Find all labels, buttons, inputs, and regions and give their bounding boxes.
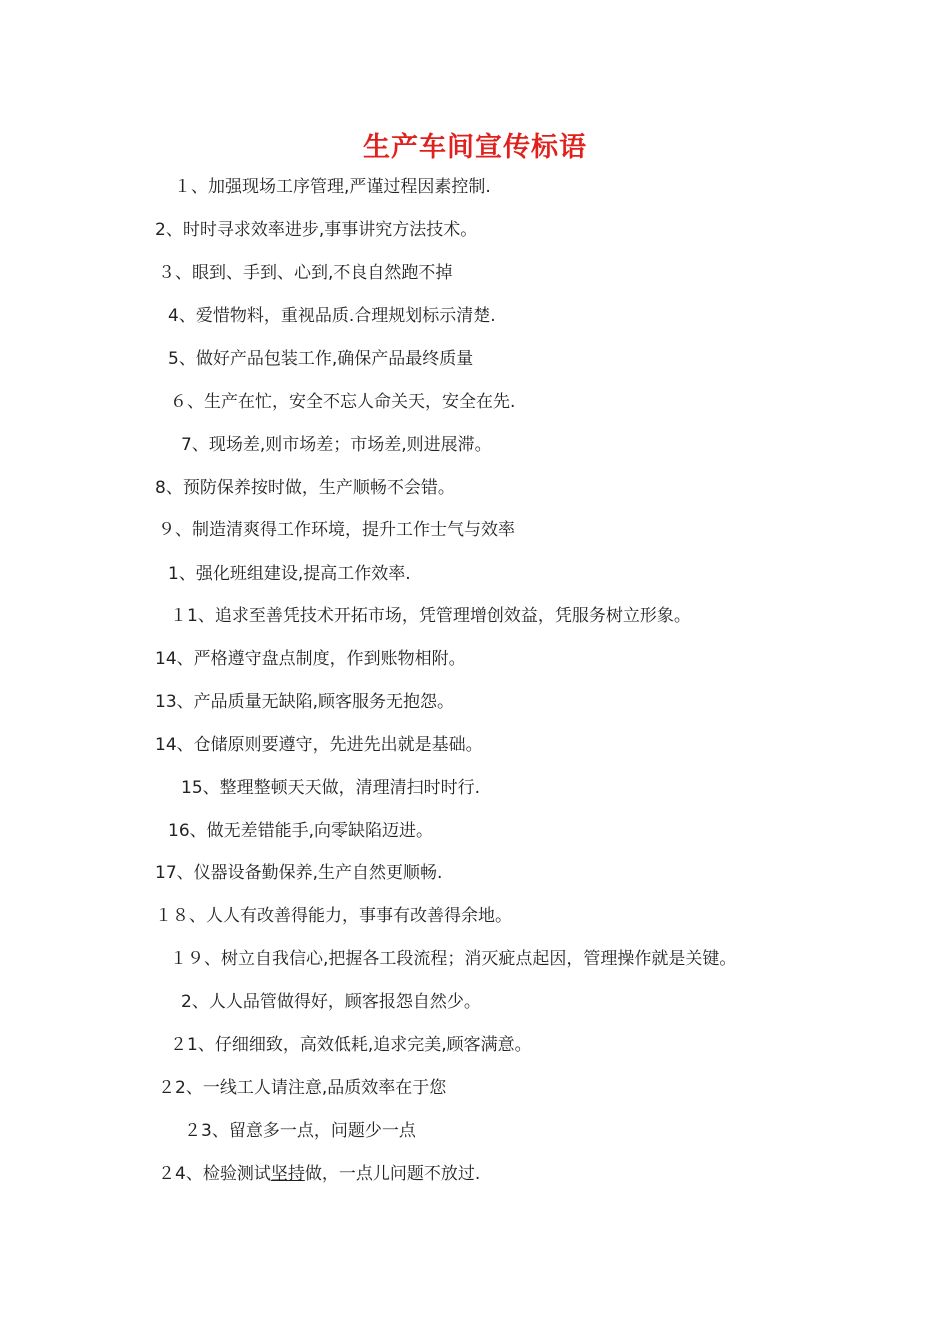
slogan-7: 7、现场差,则市场差；市场差,则进展滞。 [181, 435, 492, 455]
slogan-1: １、加强现场工序管理,严谨过程因素控制. [174, 177, 491, 197]
slogan-22: ２2、一线工人请注意,品质效率在于您 [158, 1078, 447, 1098]
slogan-3: ３、眼到、手到、心到,不良自然跑不掉 [158, 263, 453, 283]
slogan-20: 2、人人品管做得好，顾客报怨自然少。 [181, 992, 481, 1012]
slogan-24-suffix: 做，一点儿问题不放过. [304, 1164, 481, 1184]
slogan-23: ２3、留意多一点，问题少一点 [184, 1121, 416, 1141]
slogan-15: 15、整理整顿天天做，清理清扫时时行. [181, 778, 481, 798]
slogan-12: 14、严格遵守盘点制度，作到账物相附。 [155, 649, 466, 669]
slogan-17: 17、仪器设备勤保养,生产自然更顺畅. [155, 863, 443, 883]
slogan-5: 5、做好产品包装工作,确保产品最终质量 [168, 349, 474, 369]
slogan-10: 1、强化班组建设,提高工作效率. [168, 564, 411, 584]
slogan-8: 8、预防保养按时做，生产顺畅不会错。 [155, 478, 455, 498]
page-title: 生产车间宣传标语 [363, 132, 587, 163]
slogan-16: 16、做无差错能手,向零缺陷迈进。 [168, 821, 434, 841]
slogan-2: 2、时时寻求效率进步,事事讲究方法技术。 [155, 220, 478, 240]
slogan-14: 14、仓储原则要遵守，先进先出就是基础。 [155, 735, 483, 755]
slogan-24-underlined: 坚持 [270, 1164, 305, 1184]
slogan-18: １８、人人有改善得能力，事事有改善得余地。 [155, 906, 512, 926]
slogan-19: １９、树立自我信心,把握各工段流程；消灭疵点起因，管理操作就是关键。 [170, 949, 737, 969]
slogan-11: １1、追求至善凭技术开拓市场，凭管理增创效益，凭服务树立形象。 [170, 606, 691, 626]
slogan-24-prefix: ２4、检验测试 [158, 1164, 271, 1184]
slogan-21: ２1、仔细细致，高效低耗,追求完美,顾客满意。 [170, 1035, 532, 1055]
slogan-6: ６、生产在忙，安全不忘人命关天，安全在先. [170, 392, 516, 412]
slogan-4: 4、爱惜物料，重视品质.合理规划标示清楚. [168, 306, 496, 326]
slogan-13: 13、产品质量无缺陷,顾客服务无抱怨。 [155, 692, 455, 712]
slogan-24 [158, 1162, 480, 1186]
slogan-9: ９、制造清爽得工作环境，提升工作士气与效率 [158, 520, 515, 540]
